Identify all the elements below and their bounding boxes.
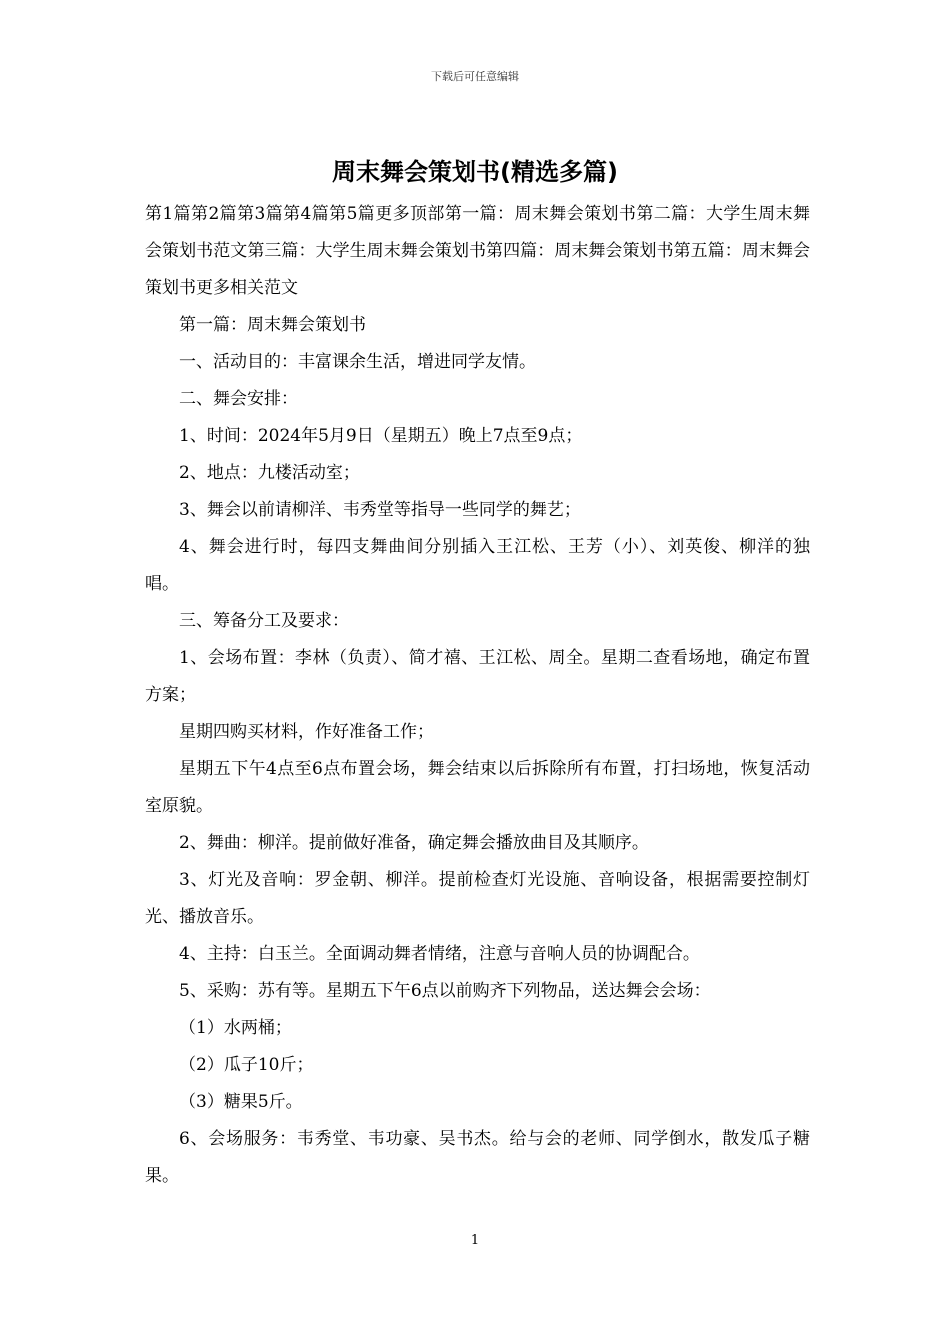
paragraph: 3、灯光及音响：罗金朝、柳洋。提前检查灯光设施、音响设备，根据需要控制灯光、播放音乐。 — [145, 870, 810, 927]
paragraph: （3）糖果5斤。 — [179, 1092, 303, 1112]
paragraph: 第一篇：周末舞会策划书 — [179, 315, 366, 335]
paragraph: 三、筹备分工及要求： — [179, 611, 349, 631]
paragraph: 2、舞曲：柳洋。提前做好准备，确定舞会播放曲目及其顺序。 — [179, 833, 649, 853]
paragraph: 4、主持：白玉兰。全面调动舞者情绪，注意与音响人员的协调配合。 — [179, 944, 700, 964]
document-body — [145, 196, 810, 1195]
page-header: 下载后可任意编辑 — [431, 70, 519, 83]
page-number: 1 — [470, 1233, 480, 1248]
paragraph: 二、舞会安排： — [179, 389, 298, 409]
paragraph: 5、采购：苏有等。星期五下午6点以前购齐下列物品，送达舞会会场： — [179, 981, 711, 1001]
document-title: 周末舞会策划书(精选多篇) — [332, 158, 618, 186]
paragraph: 6、会场服务：韦秀堂、韦功豪、吴书杰。给与会的老师、同学倒水，散发瓜子糖果。 — [145, 1129, 810, 1186]
paragraph: 星期五下午4点至6点布置会场，舞会结束以后拆除所有布置，打扫场地，恢复活动室原貌。 — [145, 759, 810, 816]
paragraph: 4、舞会进行时，每四支舞曲间分别插入王江松、王芳（小）、刘英俊、柳洋的独唱。 — [145, 537, 810, 594]
paragraph: 星期四购买材料，作好准备工作； — [179, 722, 434, 742]
paragraph: 一、活动目的：丰富课余生活，增进同学友情。 — [179, 352, 536, 372]
paragraph: 第1篇第2篇第3篇第4篇第5篇更多顶部第一篇：周末舞会策划书第二篇：大学生周末舞会策划书范文第三篇：大学生周末舞会策划书第四篇：周末舞会策划书第五篇：周末舞会策划书更多相关范文 — [145, 204, 810, 298]
paragraph: 1、会场布置：李林（负责）、简才禧、王江松、周全。星期二查看场地，确定布置方案； — [145, 648, 810, 705]
paragraph: （2）瓜子10斤； — [179, 1055, 314, 1075]
paragraph: 1、时间：2024年5月9日（星期五）晚上7点至9点； — [179, 426, 583, 446]
paragraph: 3、舞会以前请柳洋、韦秀堂等指导一些同学的舞艺； — [179, 500, 581, 520]
paragraph: （1）水两桶； — [179, 1018, 292, 1038]
paragraph: 2、地点：九楼活动室； — [179, 463, 360, 483]
